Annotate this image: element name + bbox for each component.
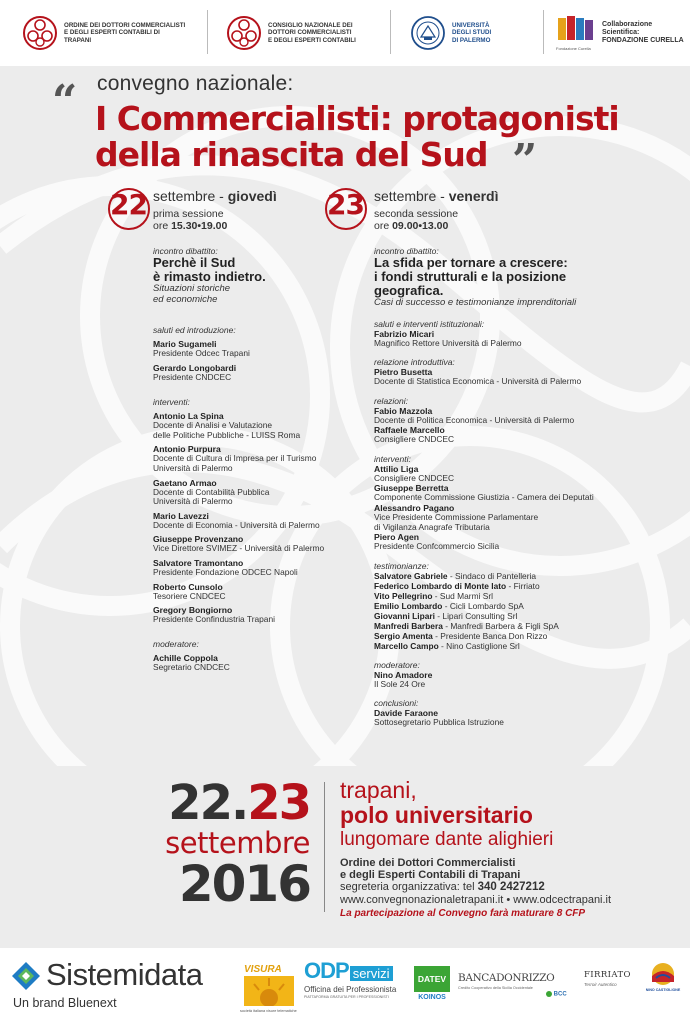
- visura-name: VISURA: [244, 964, 282, 975]
- secretary-row: [340, 881, 680, 894]
- event-year: 2016: [178, 855, 310, 913]
- cfp-note: La partecipazione al Convegno farà maturare 8 CFP: [340, 908, 586, 919]
- castiglione-logo-icon: [648, 962, 678, 986]
- speaker-role: Magnifico Rettore Università di Palermo: [374, 337, 522, 348]
- sponsor-visura: [240, 964, 300, 1020]
- header-org-cndcec: [226, 10, 388, 56]
- day1-number: 22: [110, 188, 147, 221]
- speaker-role: - Lipari Consulting Srl: [434, 610, 518, 621]
- day1-time-prefix: ore: [153, 220, 172, 232]
- odcec-logo-icon: [22, 15, 58, 51]
- speaker-role: Componente Commissione Giustizia - Camera dei Deputati: [374, 492, 594, 503]
- speaker-role: - Nino Castiglione Srl: [438, 640, 520, 651]
- banca-tagline: Credito Cooperativo della Sicilia Occidentale: [458, 986, 533, 990]
- venue-city: trapani,: [340, 777, 417, 803]
- day2-conclusioni-label: conclusioni:: [374, 698, 419, 709]
- testimonial-row: [374, 601, 674, 611]
- speaker-name: Giuseppe Provenzano: [153, 534, 244, 545]
- day2-saluti-label: saluti e interventi istituzionali:: [374, 318, 485, 329]
- day2-weekday: venerdì: [448, 188, 499, 204]
- speaker-name: Vito Pellegrino: [374, 590, 433, 601]
- speaker-name: Antonio Purpura: [153, 444, 221, 455]
- sponsor-datev: [414, 966, 450, 1014]
- event-date-block: [150, 775, 310, 913]
- day1-sub-line1: Situazioni storiche: [153, 283, 231, 294]
- event-type: convegno nazionale:: [97, 72, 294, 95]
- header-org1-line: TRAPANI: [64, 36, 92, 44]
- speaker-name: Mario Sugameli: [153, 339, 217, 349]
- sistemidata-name: Sistemidata: [46, 957, 203, 992]
- speaker-name: Fabio Mazzola: [374, 405, 433, 416]
- day1-heading-line2: è rimasto indietro.: [153, 269, 266, 284]
- header-org1-line: E DEGLI ESPERTI CONTABILI DI: [64, 29, 160, 37]
- website-links[interactable]: www.convegnonazionaletrapani.it • www.odcectrapani.it: [340, 894, 612, 906]
- speaker-name: Emilio Lombardo: [374, 600, 443, 611]
- cndcec-logo-icon: [226, 15, 262, 51]
- day2-date: [374, 188, 499, 204]
- speaker-role: - Cicli Lombardo SpA: [442, 600, 524, 611]
- header-org4-line: Scientifica:: [602, 29, 640, 36]
- day1-session: prima sessione: [153, 208, 224, 220]
- testimonial-row: [374, 581, 674, 591]
- header-org2-line: E DEGLI ESPERTI CONTABILI: [268, 36, 356, 44]
- testimonial-row: [374, 641, 674, 651]
- organizer-line2: e degli Esperti Contabili di Trapani: [340, 869, 521, 881]
- banca-name: BANCADONRIZZO: [458, 972, 555, 984]
- day2-time-prefix: ore: [374, 220, 393, 232]
- speaker-name: Giuseppe Berretta: [374, 483, 449, 494]
- speaker-role: Presidente Fondazione ODCEC Napoli: [153, 566, 298, 577]
- speaker-role: Consigliere CNDCEC: [374, 434, 455, 445]
- university-seal-icon: [410, 15, 446, 51]
- day2-testimonianze-label: testimonianze:: [374, 560, 429, 571]
- day1-weekday: giovedì: [227, 188, 277, 204]
- header-org2-line: CONSIGLIO NAZIONALE DEI: [268, 22, 353, 30]
- odp-tagline2: PIATTAFORMA GRATUITA PER I PROFESSIONISTI: [304, 995, 389, 999]
- event-title-line2: della rinascita del Sud: [95, 135, 488, 174]
- speaker-role: - Presidente Banca Don Rizzo: [432, 630, 548, 641]
- speaker-role: Università di Palermo: [153, 462, 233, 473]
- header-divider: [543, 10, 544, 54]
- day1-date: [153, 188, 277, 204]
- odp-name: ODP: [304, 958, 349, 983]
- speaker-role: Docente di Politica Economica - Università di Palermo: [374, 414, 575, 425]
- curella-logo-text: Fondazione Curella: [556, 46, 591, 51]
- odp-tagline1: Officina dei Professionista: [304, 985, 397, 994]
- speaker-name: Fabrizio Micari: [374, 328, 435, 339]
- testimonial-row: [374, 611, 674, 621]
- organizer-line1: Ordine dei Dottori Commercialisti: [340, 857, 516, 869]
- sponsors-bar: [0, 948, 690, 1024]
- sponsor-firriato: [584, 970, 634, 1006]
- secretary-label: segreteria organizzativa: tel: [340, 881, 478, 893]
- speaker-name: Achille Coppola: [153, 652, 218, 663]
- speaker-name: Pietro Busetta: [374, 367, 433, 378]
- day2-moderatore-label: moderatore:: [374, 659, 420, 670]
- venue-block: [340, 778, 680, 920]
- event-day-b: 23: [247, 775, 310, 831]
- day1-month: settembre -: [153, 188, 228, 204]
- speaker-role: - Sud Marmi Srl: [432, 590, 493, 601]
- header-divider: [207, 10, 208, 54]
- speaker-role: Presidente Confindustria Trapani: [153, 614, 275, 625]
- castiglione-name: NINO CASTIGLIONE: [645, 988, 681, 992]
- speaker-name: Salvatore Tramontano: [153, 557, 244, 568]
- sistemidata-logo-icon: [10, 960, 42, 992]
- speaker-role: Vice Presidente Commissione Parlamentare: [374, 512, 539, 523]
- day1-program: [153, 246, 323, 672]
- day1-saluti-label: saluti ed introduzione:: [153, 325, 236, 335]
- speaker-role: Docente di Statistica Economica - Università di Palermo: [374, 376, 582, 387]
- sponsor-nino-castiglione: [640, 962, 686, 1010]
- day1-interventi-label: interventi:: [153, 397, 190, 408]
- firriato-name: FIRRIATO: [584, 970, 631, 980]
- sponsor-sistemidata: [10, 958, 230, 1018]
- venue-place: polo universitario: [340, 802, 533, 828]
- day1-debate-label: incontro dibattito:: [153, 246, 218, 256]
- speaker-role: delle Politiche Pubbliche - LUISS Roma: [153, 429, 301, 440]
- testimonial-row: [374, 621, 674, 631]
- day1-time: 15.30•19.00: [171, 220, 228, 232]
- visura-sun-icon: [244, 976, 294, 1006]
- day1-time-row: [153, 220, 227, 232]
- testimonial-row: [374, 591, 674, 601]
- venue-street: lungomare dante alighieri: [340, 829, 554, 850]
- firriato-tagline: Terroir Autentico: [584, 982, 617, 987]
- speaker-name: Nino Amadore: [374, 669, 433, 680]
- event-month: settembre: [165, 826, 310, 860]
- speaker-name: Alessandro Pagano: [374, 503, 455, 514]
- speaker-name: Giovanni Lipari: [374, 610, 435, 621]
- speaker-role: Docente di Cultura di Impresa per il Turismo: [153, 453, 317, 464]
- speaker-name: Manfredi Barbera: [374, 620, 443, 631]
- speaker-name: Davide Faraone: [374, 708, 438, 719]
- close-quote-mark: ”: [512, 135, 538, 186]
- header-org-odcec: [22, 10, 204, 56]
- secretary-phone: 340 2427212: [477, 881, 545, 893]
- speaker-name: Gregory Bongiorno: [153, 605, 233, 616]
- speaker-name: Marcello Campo: [374, 640, 439, 651]
- sponsor-odp: [304, 958, 408, 1018]
- speaker-name: Gaetano Armao: [153, 477, 217, 488]
- day2-session: seconda sessione: [374, 208, 459, 220]
- speaker-name: Federico Lombardo di Monte Iato: [374, 580, 507, 591]
- day2-time-row: [374, 220, 448, 232]
- speaker-role: Università di Palermo: [153, 496, 233, 507]
- speaker-role: - Firriato: [506, 580, 540, 591]
- speaker-name: Mario Lavezzi: [153, 510, 209, 521]
- header-org-unipa: [410, 10, 532, 56]
- day2-time: 09.00•13.00: [392, 220, 449, 232]
- koinos-name: KOINOS: [418, 994, 446, 1001]
- day1-moderatore-label: moderatore:: [153, 638, 199, 649]
- datev-name: DATEV: [414, 966, 450, 992]
- header-org3-line: DI PALERMO: [452, 36, 491, 44]
- header-org3-line: DEGLI STUDI: [452, 29, 492, 37]
- speaker-role: Presidente Confcommercio Sicilia: [374, 541, 500, 552]
- speaker-name: Raffaele Marcello: [374, 425, 445, 436]
- day2-program: [374, 246, 674, 728]
- speaker-name: Sergio Amenta: [374, 630, 433, 641]
- speaker-role: Tesoriere CNDCEC: [153, 590, 226, 601]
- speaker-role: - Manfredi Barbera & Figli SpA: [442, 620, 559, 631]
- speaker-name: Roberto Cunsolo: [153, 581, 223, 592]
- sponsor-banca-don-rizzo: [458, 972, 578, 1012]
- sistemidata-tagline: Un brand Bluenext: [13, 996, 117, 1010]
- day2-heading-line3: geografica.: [374, 283, 444, 298]
- day2-number: 23: [327, 188, 364, 221]
- speaker-name: Piero Agen: [374, 532, 420, 543]
- event-title-line1: I Commercialisti: protagonisti: [95, 99, 619, 138]
- testimonial-row: [374, 631, 674, 641]
- odp-logo-row: [304, 958, 393, 984]
- header-bar: [0, 0, 690, 66]
- speaker-role: Sottosegretario Pubblica Istruzione: [374, 717, 504, 728]
- bcc-name: BCC: [553, 991, 567, 998]
- speaker-role: Docente di Contabilità Pubblica: [153, 486, 270, 497]
- speaker-name: Antonio La Spina: [153, 411, 224, 422]
- speaker-name: Salvatore Gabriele: [374, 570, 448, 581]
- header-org2-line: DOTTORI COMMERCIALISTI: [268, 29, 352, 37]
- speaker-name: Attilio Liga: [374, 463, 419, 474]
- day1-heading-line1: Perchè il Sud: [153, 255, 236, 270]
- day2-sub-line1: Casi di successo e testimonianze imprenditoriali: [374, 297, 577, 308]
- event-day-a: 22.: [168, 775, 248, 831]
- header-org4-line: FONDAZIONE CURELLA: [602, 37, 684, 44]
- day2-heading-line2: i fondi strutturali e la posizione: [374, 269, 567, 284]
- odp-servizi: servizi: [350, 966, 393, 981]
- speaker-name: Gerardo Longobardi: [153, 362, 237, 373]
- header-org1-line: ORDINE DEI DOTTORI COMMERCIALISTI: [64, 22, 186, 30]
- bcc-badge: [546, 991, 567, 998]
- header-divider: [390, 10, 391, 54]
- speaker-role: Vice Direttore SVIMEZ - Università di Palermo: [153, 543, 325, 554]
- header-org3-line: UNIVERSITÀ: [452, 22, 490, 30]
- speaker-role: Docente di Economia - Università di Palermo: [153, 519, 320, 530]
- bcc-icon: [546, 991, 552, 997]
- header-org-curella: [556, 10, 688, 56]
- day2-month: settembre -: [374, 188, 449, 204]
- open-quote-mark: “: [52, 76, 78, 127]
- day2-relazione-label: relazione introduttiva:: [374, 357, 455, 368]
- speaker-role: di Vigilanza Anagrafe Tributaria: [374, 521, 490, 532]
- testimonial-row: [374, 571, 674, 581]
- day2-heading-line1: La sfida per tornare a crescere:: [374, 255, 568, 270]
- event-days: [150, 775, 310, 831]
- day2-relazioni-label: relazioni:: [374, 395, 409, 406]
- speaker-role: Consigliere CNDCEC: [374, 472, 455, 483]
- day2-interventi-label: interventi:: [374, 453, 411, 464]
- curella-logo-icon: [556, 14, 596, 44]
- speaker-role: Presidente CNDCEC: [153, 371, 232, 382]
- visura-tagline: società italiana visure telematiche: [240, 1009, 297, 1013]
- speaker-role: Segretario CNDCEC: [153, 661, 230, 672]
- speaker-role: Presidente Odcec Trapani: [153, 348, 250, 358]
- speaker-role: - Sindaco di Pantelleria: [447, 570, 537, 581]
- day2-debate-label: incontro dibattito:: [374, 246, 439, 256]
- header-org4-line: Collaborazione: [602, 21, 653, 28]
- day1-sub-line2: ed economiche: [153, 293, 218, 305]
- bottom-divider: [324, 782, 325, 912]
- speaker-role: Docente di Analisi e Valutazione: [153, 420, 273, 431]
- speaker-role: Il Sole 24 Ore: [374, 678, 426, 689]
